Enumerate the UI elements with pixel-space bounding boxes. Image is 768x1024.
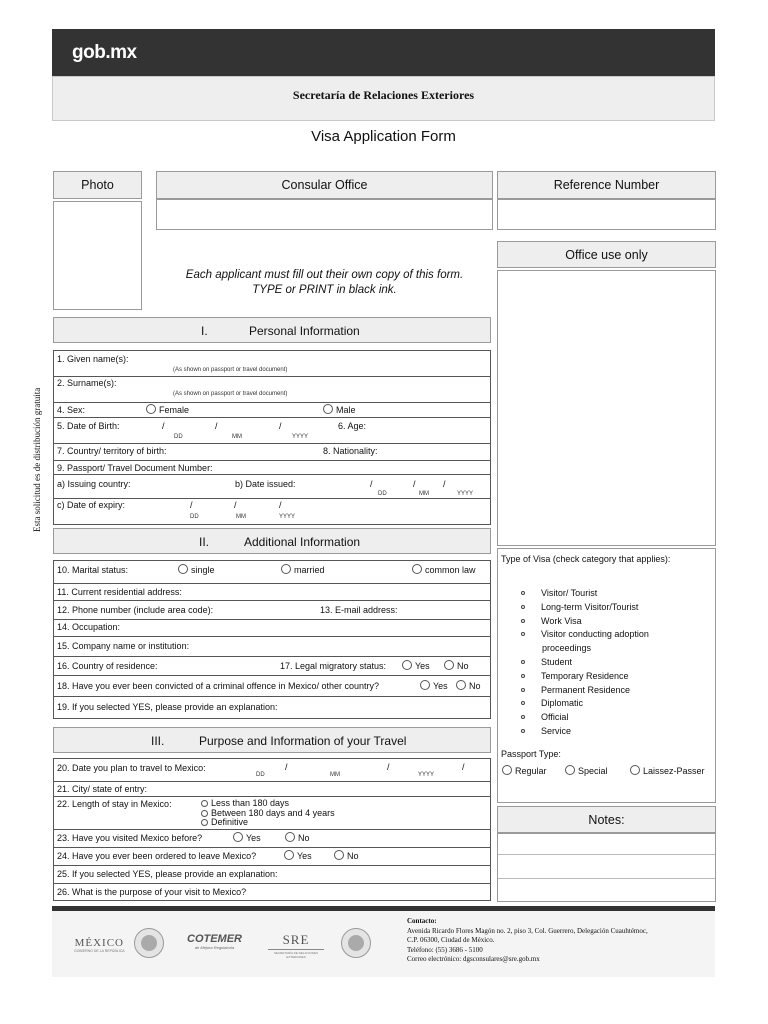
visa-option-student-bullet[interactable] — [521, 660, 525, 664]
section-1-title: Personal Information — [249, 324, 360, 338]
photo-box[interactable] — [53, 201, 142, 310]
married-radio[interactable] — [281, 564, 291, 574]
male-radio[interactable] — [323, 404, 333, 414]
travel-yyyy: YYYY — [418, 772, 435, 778]
marital-label: 10. Marital status: — [57, 565, 129, 575]
stay-option-2-radio[interactable] — [201, 810, 208, 817]
common-law-label: common law — [425, 565, 476, 575]
migratory-no-label: No — [457, 661, 469, 671]
dob-slash-2: / — [215, 421, 218, 431]
migratory-label: 17. Legal migratory status: — [280, 661, 387, 671]
visited-yes-radio[interactable] — [233, 832, 243, 842]
section-3-title: Purpose and Information of your Travel — [199, 734, 407, 748]
side-text: Esta solicitud es de distribución gratuita — [32, 387, 42, 532]
ordered-no-label: No — [347, 851, 359, 861]
section-2-title: Additional Information — [244, 535, 361, 549]
top-bar — [52, 29, 715, 76]
dob-label: 5. Date of Birth: — [57, 421, 120, 431]
section-3-header — [53, 727, 491, 753]
sex-label: 4. Sex: — [57, 405, 86, 415]
instruction-line-2: TYPE or PRINT in black ink. — [252, 284, 397, 296]
visa-option-adoption-cont-label: proceedings — [542, 643, 592, 654]
section-2-header — [53, 528, 491, 554]
dob-dd: DD — [174, 434, 183, 440]
convicted-no-label: No — [469, 681, 481, 691]
visited-yes-label: Yes — [246, 833, 261, 843]
issued-slash-2: / — [413, 479, 416, 489]
ministry-banner — [52, 76, 715, 121]
expiry-mm: MM — [236, 514, 246, 520]
section-2-number: II. — [199, 535, 210, 549]
migratory-yes-radio[interactable] — [402, 660, 412, 670]
expiry-dd: DD — [190, 514, 199, 520]
dob-slash-3: / — [279, 421, 282, 431]
expiry-slash-1: / — [190, 500, 193, 510]
female-radio[interactable] — [146, 404, 156, 414]
travel-slash-2: / — [387, 762, 390, 772]
visa-option-diplomatic-label: Diplomatic — [541, 698, 584, 709]
mexico-logo-text: MÉXICO — [74, 937, 124, 949]
date-issued-label: b) Date issued: — [235, 479, 296, 489]
passport-regular-label: Regular — [515, 766, 547, 776]
given-names-label: 1. Given name(s): — [57, 354, 129, 364]
contact-city: C.P. 06300, Ciudad de México. — [407, 936, 495, 944]
visa-type-heading: Type of Visa (check category that applies): — [501, 554, 671, 564]
visa-option-service-bullet[interactable] — [521, 729, 525, 733]
section-3-number: III. — [151, 734, 165, 748]
explain-2-label: 19. If you selected YES, please provide an explanation: — [57, 702, 278, 712]
sre-logo-text: SRE — [282, 932, 310, 947]
contact-block — [407, 917, 648, 965]
passport-laissez-label: Laissez-Passer — [643, 766, 705, 776]
instructions — [156, 268, 493, 298]
visa-option-long-term[interactable] — [521, 601, 649, 615]
visa-option-service[interactable] — [521, 725, 649, 739]
email-label: 13. E-mail address: — [320, 605, 398, 615]
issued-dd: DD — [378, 491, 387, 497]
convicted-yes-option[interactable] — [420, 680, 448, 691]
surnames-note: (As shown on passport or travel document) — [173, 391, 288, 397]
office-use-header: Office use only — [497, 241, 716, 268]
ordered-yes-label: Yes — [297, 851, 312, 861]
migratory-no-radio[interactable] — [444, 660, 454, 670]
passport-regular-option[interactable] — [502, 765, 547, 776]
visa-option-temporary-bullet[interactable] — [521, 674, 525, 678]
migratory-yes-label: Yes — [415, 661, 430, 671]
photo-header: Photo — [53, 171, 142, 199]
stay-option-3[interactable] — [201, 818, 335, 828]
visa-option-official-bullet[interactable] — [521, 715, 525, 719]
ordered-no-radio[interactable] — [334, 850, 344, 860]
nationality-label: 8. Nationality: — [323, 446, 378, 456]
ordered-no-option[interactable] — [334, 850, 359, 861]
ministry-name: Secretaría de Relaciones Exteriores — [292, 88, 475, 102]
age-label: 6. Age: — [338, 421, 367, 431]
section-1-number: I. — [201, 324, 208, 338]
visited-no-option[interactable] — [285, 832, 310, 843]
sre-logo-sub: SECRETARÍA DE RELACIONES EXTERIORES — [274, 951, 318, 959]
visa-option-work[interactable] — [521, 615, 649, 629]
stay-options — [201, 799, 335, 828]
visa-option-permanent-bullet[interactable] — [521, 688, 525, 692]
residence-label: 16. Country of residence: — [57, 661, 158, 671]
visa-option-work-label: Work Visa — [541, 615, 582, 626]
explain-3-label: 25. If you selected YES, please provide an explanation: — [57, 869, 278, 879]
convicted-yes-radio[interactable] — [420, 680, 430, 690]
date-expiry-label: c) Date of expiry: — [57, 500, 126, 510]
given-names-note: (As shown on passport or travel document) — [173, 367, 288, 373]
issued-slash-1: / — [370, 479, 373, 489]
migratory-yes-option[interactable] — [402, 660, 430, 671]
visa-option-adoption-cont — [521, 642, 649, 656]
section-1-header — [53, 317, 491, 343]
surnames-label: 2. Surname(s): — [57, 378, 117, 388]
visa-option-temporary-label: Temporary Residence — [541, 670, 629, 681]
travel-slash-1: / — [285, 762, 288, 772]
visa-option-official-label: Official — [541, 712, 569, 723]
visa-option-adoption[interactable] — [521, 628, 649, 642]
stay-option-2-label: Between 180 days and 4 years — [211, 807, 335, 818]
stay-option-3-label: Definitive — [211, 817, 249, 827]
instruction-line-1: Each applicant must fill out their own copy of this form. — [185, 269, 464, 281]
phone-label: 12. Phone number (include area code): — [57, 605, 214, 615]
visa-option-adoption-bullet[interactable] — [521, 632, 525, 636]
visited-no-label: No — [298, 833, 310, 843]
travel-mm: MM — [330, 772, 340, 778]
mexico-logo-sub: GOBIERNO DE LA REPÚBLICA — [74, 949, 125, 953]
single-radio[interactable] — [178, 564, 188, 574]
expiry-slash-2: / — [234, 500, 237, 510]
marital-common-law-option[interactable] — [412, 564, 476, 575]
consular-office-header: Consular Office — [156, 171, 493, 199]
passport-regular-radio[interactable] — [502, 765, 512, 775]
address-label: 11. Current residential address: — [57, 587, 182, 597]
office-use-box — [497, 270, 716, 546]
personal-info-table — [53, 350, 491, 525]
visa-option-permanent-label: Permanent Residence — [541, 684, 631, 695]
cotemer-logo — [187, 933, 242, 950]
gobmx-logo: gob.mx — [72, 42, 137, 63]
cotemer-logo-sub: de Mejora Regulatoria — [194, 945, 235, 950]
expiry-slash-3: / — [279, 500, 282, 510]
passport-special-option[interactable] — [565, 765, 608, 776]
ordered-yes-radio[interactable] — [284, 850, 294, 860]
passport-type-label: Passport Type: — [501, 749, 561, 759]
sre-seal-icon — [341, 928, 371, 958]
travel-date-label: 20. Date you plan to travel to Mexico: — [57, 763, 206, 773]
notes-header: Notes: — [497, 806, 716, 833]
migratory-no-option[interactable] — [444, 660, 469, 671]
travel-slash-3: / — [462, 762, 465, 772]
common-law-radio[interactable] — [412, 564, 422, 574]
stay-option-1-label: Less than 180 days — [211, 798, 290, 808]
reference-number-header: Reference Number — [497, 171, 716, 199]
visa-option-adoption-label: Visitor conducting adoption — [541, 629, 649, 640]
sre-logo — [268, 932, 324, 959]
contact-title: Contacto: — [407, 917, 437, 925]
issued-mm: MM — [419, 491, 429, 497]
visited-label: 23. Have you visited Mexico before? — [57, 833, 203, 843]
visa-option-visitor-bullet[interactable] — [521, 591, 525, 595]
form-title: Visa Application Form — [311, 128, 456, 145]
convicted-no-option[interactable] — [456, 680, 481, 691]
visited-yes-option[interactable] — [233, 832, 261, 843]
occupation-label: 14. Occupation: — [57, 622, 121, 632]
sex-male-option[interactable] — [323, 404, 356, 415]
consular-office-field[interactable] — [156, 199, 493, 230]
visa-option-long-term-label: Long-term Visitor/Tourist — [541, 601, 639, 612]
city-label: 21. City/ state of entry: — [57, 784, 148, 794]
sex-female-option[interactable] — [146, 404, 189, 415]
country-birth-label: 7. Country/ territory of birth: — [57, 446, 167, 456]
visa-option-visitor[interactable] — [521, 587, 649, 601]
convicted-label: 18. Have you ever been convicted of a criminal offence in Mexico/ other country? — [57, 681, 380, 691]
travel-dd: DD — [256, 772, 265, 778]
ordered-yes-option[interactable] — [284, 850, 312, 861]
reference-number-field[interactable] — [497, 199, 716, 230]
dob-slash-1: / — [162, 421, 165, 431]
contact-phone: Teléfono: (55) 3686 - 5100 — [407, 945, 483, 954]
ordered-leave-label: 24. Have you ever been ordered to leave Mexico? — [57, 851, 257, 861]
visa-option-student-label: Student — [541, 656, 573, 667]
visa-type-list — [521, 587, 649, 739]
contact-email: Correo electrónico: dgsconsulares@sre.gob.mx — [407, 955, 540, 963]
visa-option-long-term-bullet[interactable] — [521, 605, 525, 609]
issued-slash-3: / — [443, 479, 446, 489]
visa-option-official[interactable] — [521, 711, 649, 725]
marital-single-option[interactable] — [178, 564, 215, 575]
length-label: 22. Length of stay in Mexico: — [57, 799, 172, 809]
convicted-yes-label: Yes — [433, 681, 448, 691]
female-label: Female — [159, 405, 190, 415]
visa-option-permanent[interactable] — [521, 684, 649, 698]
dob-yyyy: YYYY — [292, 434, 309, 440]
purpose-label: 26. What is the purpose of your visit to Mexico? — [57, 887, 247, 897]
dob-mm: MM — [232, 434, 242, 440]
visited-no-radio[interactable] — [285, 832, 295, 842]
stay-option-3-radio[interactable] — [201, 819, 208, 826]
company-label: 15. Company name or institution: — [57, 641, 190, 651]
coat-of-arms-icon — [134, 928, 164, 958]
contact-address: Avenida Ricardo Flores Magón no. 2, piso 3, Col. Guerrero, Delegación Cuauhtémoc, — [407, 926, 648, 935]
passport-special-radio[interactable] — [565, 765, 575, 775]
passport-laissez-radio[interactable] — [630, 765, 640, 775]
visa-option-temporary[interactable] — [521, 670, 649, 684]
male-label: Male — [336, 405, 356, 415]
cotemer-logo-text: COTEMER — [187, 933, 242, 945]
single-label: single — [191, 565, 215, 575]
visa-option-student[interactable] — [521, 656, 649, 670]
passport-laissez-option[interactable] — [630, 765, 705, 776]
issuing-country-label: a) Issuing country: — [57, 479, 131, 489]
mexico-logo — [74, 937, 125, 953]
visa-option-diplomatic[interactable] — [521, 697, 649, 711]
passport-special-label: Special — [578, 766, 608, 776]
issued-yyyy: YYYY — [457, 491, 474, 497]
convicted-no-radio[interactable] — [456, 680, 466, 690]
visa-option-visitor-label: Visitor/ Tourist — [541, 588, 598, 598]
stay-option-1-radio[interactable] — [201, 800, 208, 807]
visa-option-service-label: Service — [541, 725, 572, 736]
additional-info-table — [53, 560, 491, 719]
expiry-yyyy: YYYY — [279, 514, 296, 520]
marital-married-option[interactable] — [281, 564, 325, 575]
visa-option-diplomatic-bullet[interactable] — [521, 701, 525, 705]
visa-option-work-bullet[interactable] — [521, 619, 525, 623]
travel-info-table — [53, 758, 491, 901]
married-label: married — [294, 565, 325, 575]
notes-box[interactable] — [497, 833, 716, 902]
passport-number-label: 9. Passport/ Travel Document Number: — [57, 463, 213, 473]
